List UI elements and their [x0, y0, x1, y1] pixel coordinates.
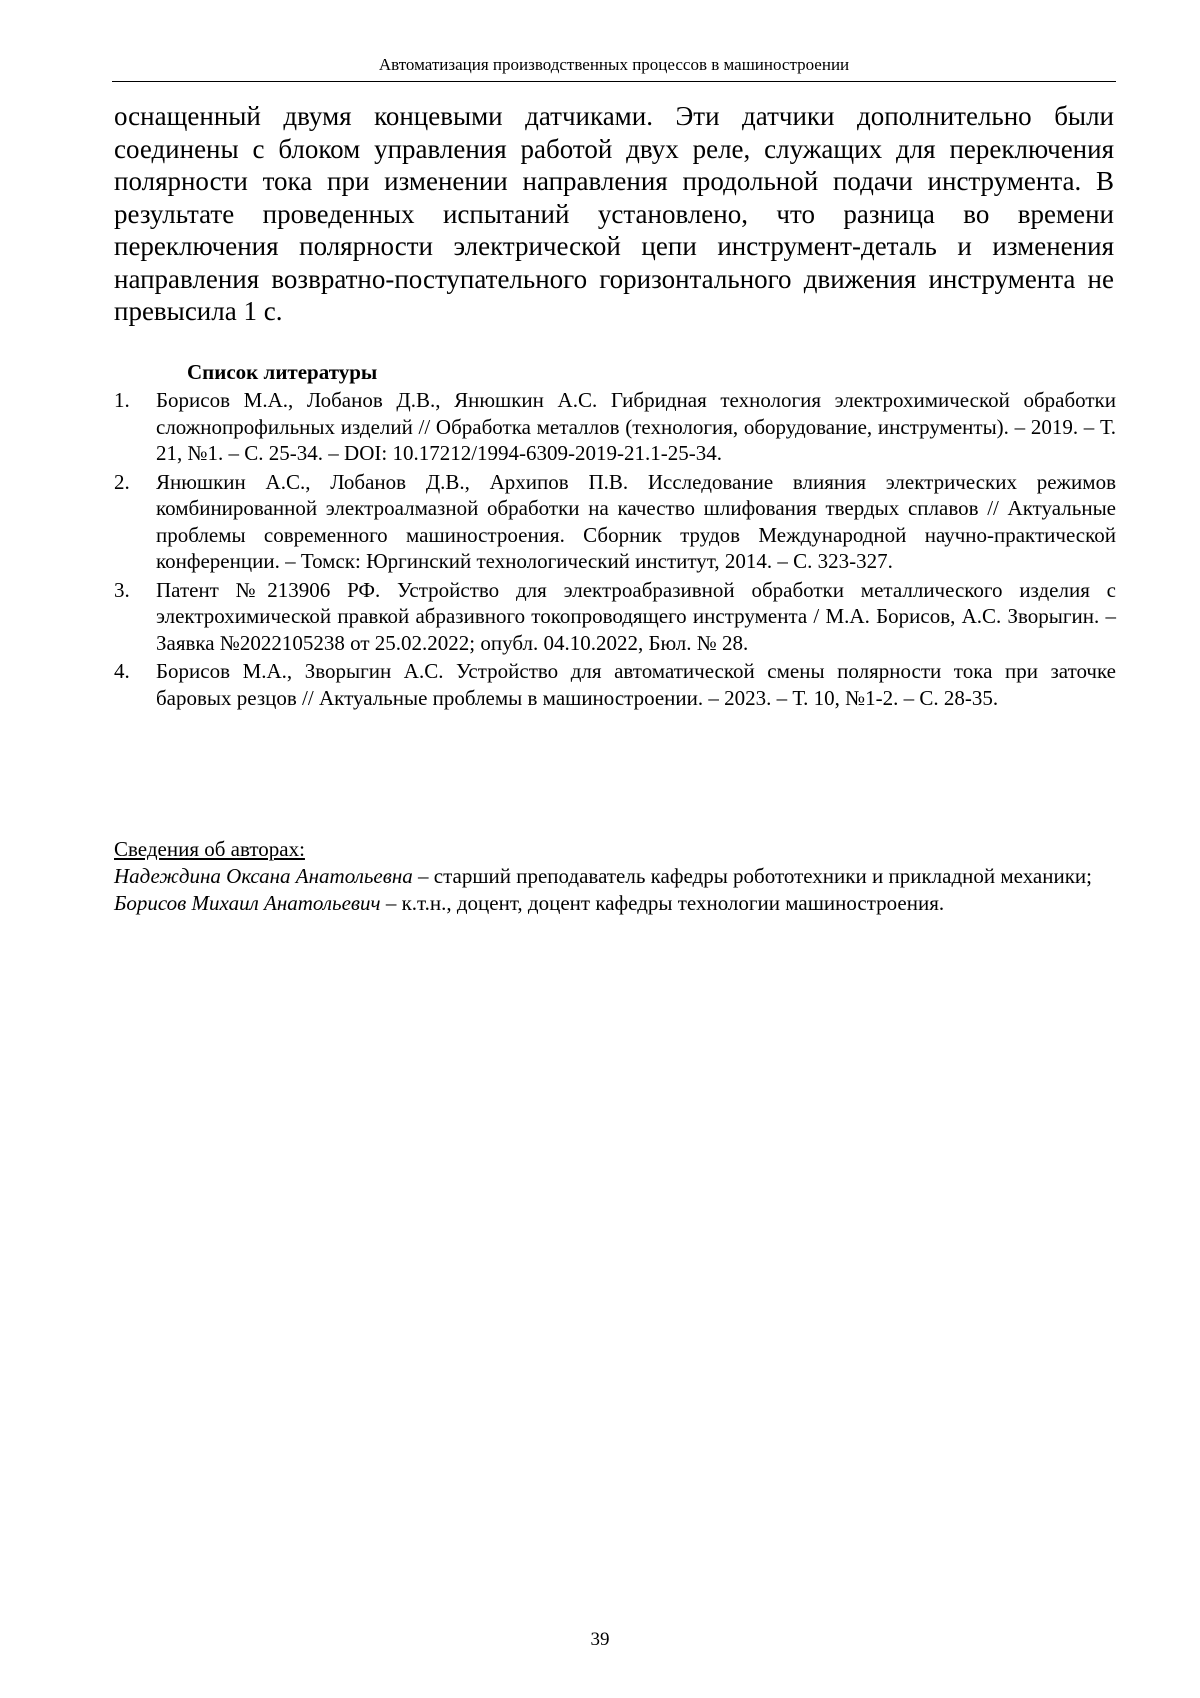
running-header: Автоматизация производственных процессов в машиностроении: [378, 55, 850, 74]
reference-number: 1.: [114, 388, 130, 412]
reference-item-4: [114, 658, 1116, 711]
intro-paragraph: оснащенный двумя концевыми датчиками. Эти датчики дополнительно были соединены с блоком управления работой двух реле, служащих для переключения полярности тока при изменении направления продольной подачи инструмента. В результате проведенных испытаний установлено, что разница во времени переключения полярности электрической цепи инструмент-деталь и изменения направления возвратно-поступательного горизонтального движения инструмента не превысила 1 с.: [114, 101, 1114, 326]
header-rule: [112, 81, 1116, 82]
reference-number: 3.: [114, 577, 130, 602]
author-description: – к.т.н., доцент, доцент кафедры технологии машиностроения.: [380, 891, 945, 915]
references-title: Список литературы: [187, 360, 378, 384]
reference-number: 2.: [114, 469, 130, 494]
reference-number: 4.: [114, 659, 130, 683]
reference-item-2: [114, 469, 1116, 575]
reference-text: Патент №213906 РФ. Устройство для электроабразивной обработки металлического изделия с электрохимической правкой абразивного токопроводящего инструмента / М.А. Борисов, А.С. Зворыгин. – Заявка №2022105238 от 25.02.2022; опубл. 04.10.2022, Бюл. № 28.: [156, 577, 1116, 655]
author-name: Надеждина Оксана Анатольевна: [114, 864, 413, 888]
author-name: Борисов Михаил Анатольевич: [114, 891, 381, 915]
author-item-2: [114, 890, 1116, 917]
author-description: – старший преподаватель кафедры робототехники и прикладной механики;: [412, 864, 1092, 888]
authors-list: [114, 863, 1116, 917]
reference-text: Борисов М.А., Зворыгин А.С. Устройство для автоматической смены полярности тока при заточке баровых резцов // Актуальные проблемы в машиностроении. – 2023. – Т. 10, №1-2. – С. 28-35.: [156, 659, 1116, 710]
page-number: 39: [590, 1629, 610, 1650]
authors-title: Сведения об авторах:: [114, 837, 305, 861]
reference-item-1: [114, 387, 1116, 467]
reference-text: Борисов М.А., Лобанов Д.В., Янюшкин А.С. Гибридная технология электрохимической обработки сложнопрофильных изделий // Обработка металлов (технология, оборудование, инструменты). – 2019. – Т. 21, №1. – С. 25-34. – DOI: 10.17212/1994-6309-2019-21.1-25-34.: [156, 388, 1116, 465]
reference-text: Янюшкин А.С., Лобанов Д.В., Архипов П.В. Исследование влияния электрических режимов комбинированной электроалмазной обработки на качество шлифования твердых сплавов // Актуальные проблемы современного машиностроения. Сборник трудов Международной научно-практической конференции. – Томск: Юргинский технологический институт, 2014. – С. 323-327.: [156, 469, 1116, 573]
reference-item-3: [114, 577, 1116, 657]
author-item-1: [114, 863, 1116, 890]
references-list: [114, 387, 1116, 713]
